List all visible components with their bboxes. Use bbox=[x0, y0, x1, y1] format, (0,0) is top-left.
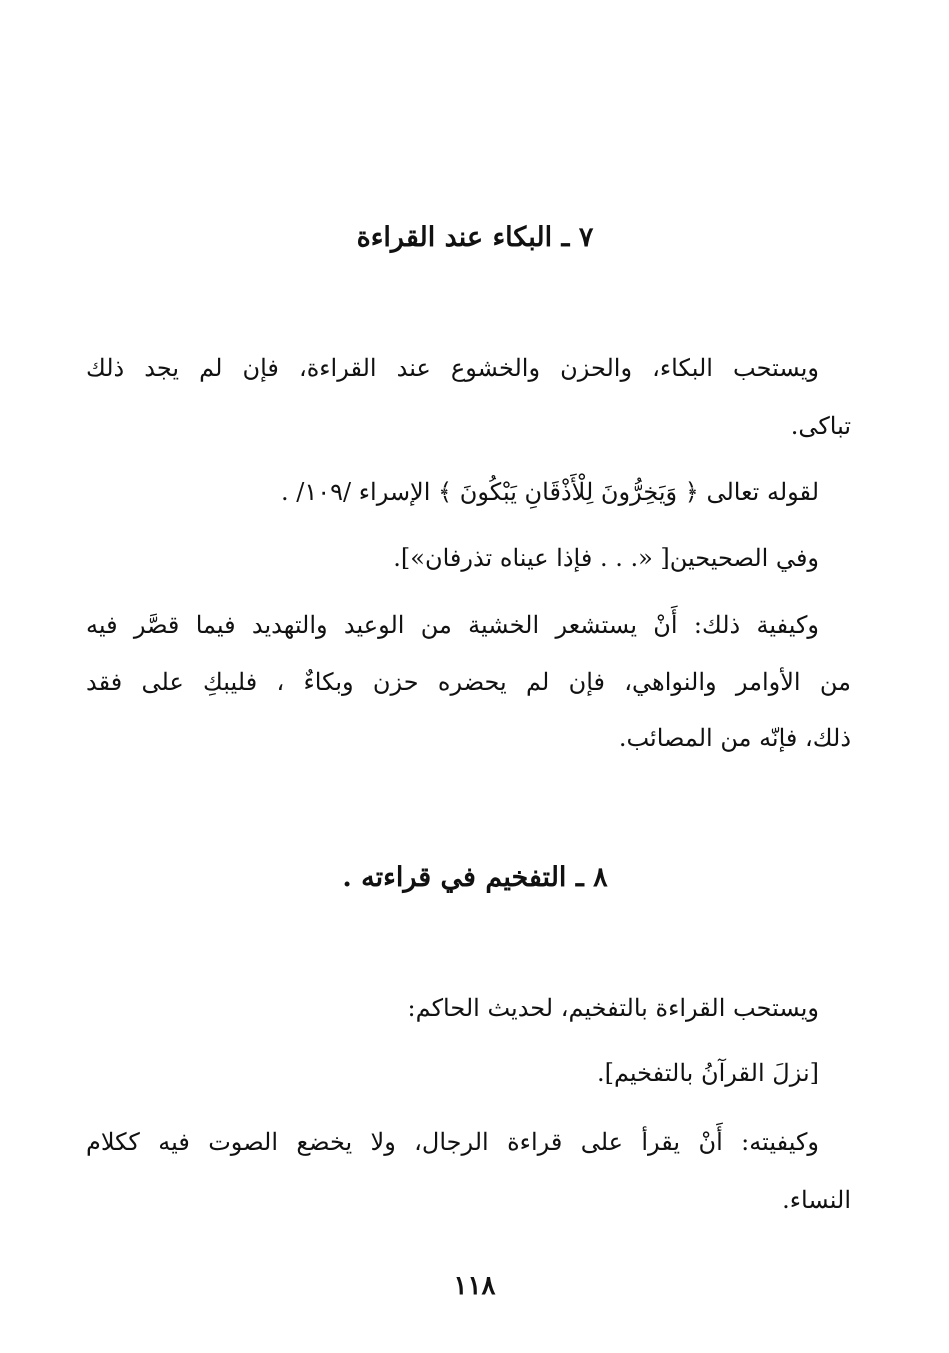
section-7-paragraph-4-line-1: وكيفية ذلك: أَنْ يستشعر الخشية من الوعيد والتهديد فيما قصَّر فيه bbox=[86, 611, 819, 639]
page-number: ١١٨ bbox=[453, 1271, 496, 1301]
section-7-quran-verse-line: لقوله تعالى ﴿ وَيَخِرُّونَ لِلْأَذْقَانِ يَبْكُونَ ﴾ الإسراء /١٠٩/ . bbox=[281, 478, 819, 506]
section-7-hadith-line: وفي الصحيحين[ «. . . فإذا عيناه تذرفان»]. bbox=[393, 544, 819, 572]
section-8-paragraph-1-line-1: ويستحب القراءة بالتفخيم، لحديث الحاكم: bbox=[407, 994, 819, 1022]
section-7-paragraph-1-line-1: ويستحب البكاء، والحزن والخشوع عند القراءة، فإن لم يجد ذلك bbox=[86, 354, 819, 382]
section-7-paragraph-4-line-3: ذلك، فإنّه من المصائب. bbox=[618, 724, 851, 752]
section-7-heading: ٧ ـ البكاء عند القراءة bbox=[356, 222, 594, 253]
section-8-heading: ٨ ـ التفخيم في قراءته . bbox=[342, 862, 608, 893]
section-8-hadith-line: [نزلَ القرآنُ بالتفخيم]. bbox=[596, 1059, 819, 1087]
section-7-paragraph-1-line-2: تباكى. bbox=[790, 412, 851, 440]
section-8-paragraph-3-line-1: وكيفيته: أَنْ يقرأ على قراءة الرجال، ولا يخضع الصوت فيه ككلام bbox=[86, 1128, 819, 1156]
section-7-paragraph-4-line-2: من الأوامر والنواهي، فإن لم يحضره حزن وبكاءٌ ، فليبكِ على فقد bbox=[86, 668, 851, 696]
section-8-paragraph-3-line-2: النساء. bbox=[782, 1186, 851, 1214]
